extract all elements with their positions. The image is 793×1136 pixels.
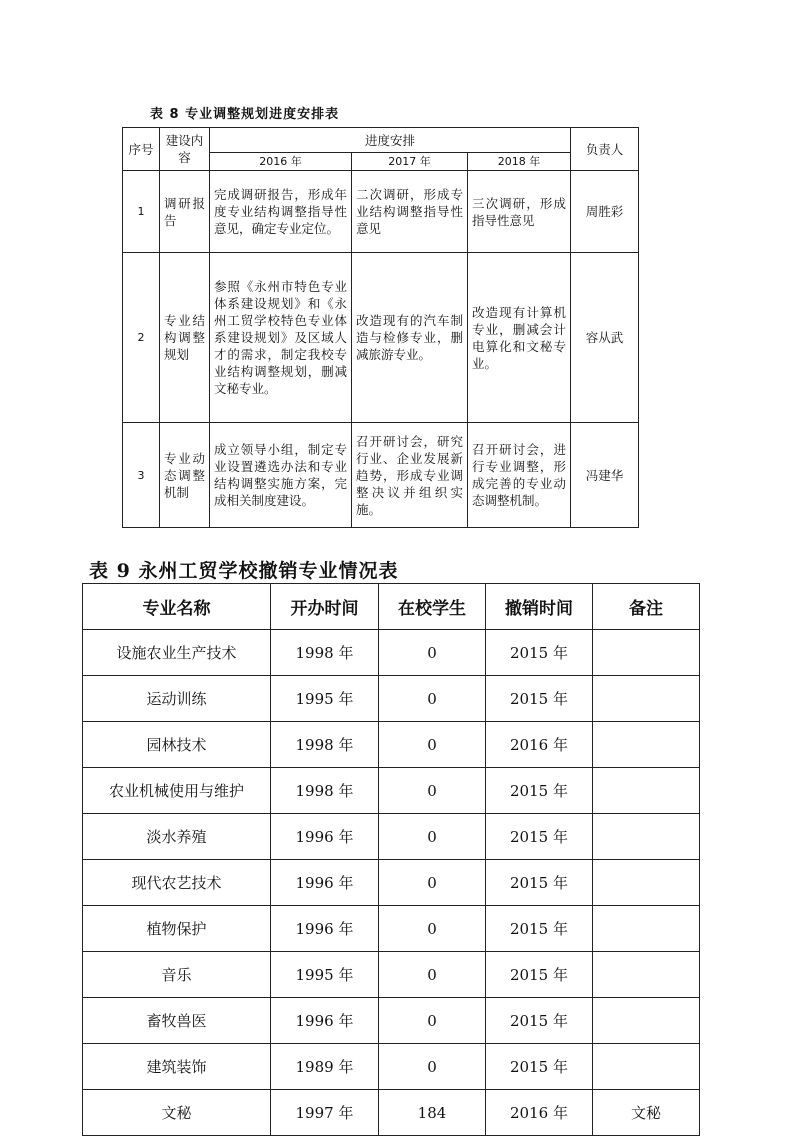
cell-major: 音乐 xyxy=(83,952,271,998)
cell-cancel: 2015 年 xyxy=(486,998,593,1044)
cell-start: 1995 年 xyxy=(271,676,379,722)
header-remark: 备注 xyxy=(593,584,700,630)
cell-remark xyxy=(593,1044,700,1090)
cell-cancel: 2015 年 xyxy=(486,952,593,998)
cell-major: 园林技术 xyxy=(83,722,271,768)
cell-start: 1998 年 xyxy=(271,630,379,676)
cell-start: 1996 年 xyxy=(271,814,379,860)
cell-start: 1989 年 xyxy=(271,1044,379,1090)
cell-major: 植物保护 xyxy=(83,906,271,952)
table-row xyxy=(123,171,639,253)
cell-cancel: 2015 年 xyxy=(486,630,593,676)
cell-cancel: 2016 年 xyxy=(486,1090,593,1136)
table-row xyxy=(83,630,700,676)
cell-start: 1996 年 xyxy=(271,998,379,1044)
table-row xyxy=(123,423,639,528)
table-row xyxy=(83,722,700,768)
row-2016: 成立领导小组，制定专业设置遴选办法和专业结构调整实施方案，完成相关制度建设。 xyxy=(210,423,352,528)
table9-cancelled-majors xyxy=(82,583,700,1136)
row-owner: 容从武 xyxy=(571,253,639,423)
row-owner: 周胜彩 xyxy=(571,171,639,253)
cell-cancel: 2016 年 xyxy=(486,722,593,768)
cell-remark xyxy=(593,722,700,768)
table-row xyxy=(83,952,700,998)
table-row xyxy=(123,253,639,423)
header-owner: 负责人 xyxy=(571,128,639,171)
cell-major: 畜牧兽医 xyxy=(83,998,271,1044)
cell-students: 0 xyxy=(379,1044,486,1090)
row-2017: 召开研讨会，研究行业、企业发展新趋势，形成专业调整决议并组织实施。 xyxy=(352,423,468,528)
cell-remark xyxy=(593,768,700,814)
row-content: 调研报告 xyxy=(160,171,210,253)
cell-major: 运动训练 xyxy=(83,676,271,722)
cell-start: 1998 年 xyxy=(271,768,379,814)
cell-major: 农业机械使用与维护 xyxy=(83,768,271,814)
row-2016: 参照《永州市特色专业体系建设规划》和《永州工贸学校特色专业体系建设规划》及区域人才的需求，制定我校专业结构调整规划，删减文秘专业。 xyxy=(210,253,352,423)
table-row xyxy=(83,906,700,952)
header-students: 在校学生 xyxy=(379,584,486,630)
cell-cancel: 2015 年 xyxy=(486,768,593,814)
row-seq: 2 xyxy=(123,253,160,423)
cell-major: 设施农业生产技术 xyxy=(83,630,271,676)
header-year-2016: 2016 年 xyxy=(210,153,352,171)
table-row xyxy=(83,1090,700,1136)
row-2018: 召开研讨会，进行专业调整，形成完善的专业动态调整机制。 xyxy=(468,423,571,528)
cell-remark: 文秘 xyxy=(593,1090,700,1136)
table-row xyxy=(83,676,700,722)
header-cancel-time: 撤销时间 xyxy=(486,584,593,630)
cell-students: 0 xyxy=(379,722,486,768)
row-2018: 三次调研，形成指导性意见 xyxy=(468,171,571,253)
cell-students: 0 xyxy=(379,860,486,906)
table8-caption: 表 8 专业调整规划进度安排表 xyxy=(150,107,340,122)
header-year-2018: 2018 年 xyxy=(468,153,571,171)
table-row xyxy=(83,1044,700,1090)
cell-start: 1997 年 xyxy=(271,1090,379,1136)
table-row xyxy=(83,768,700,814)
table-row xyxy=(83,814,700,860)
table-row xyxy=(83,998,700,1044)
cell-major: 淡水养殖 xyxy=(83,814,271,860)
cell-cancel: 2015 年 xyxy=(486,814,593,860)
row-2016: 完成调研报告，形成年度专业结构调整指导性意见，确定专业定位。 xyxy=(210,171,352,253)
header-seq: 序号 xyxy=(123,128,160,171)
cell-major: 建筑装饰 xyxy=(83,1044,271,1090)
cell-start: 1995 年 xyxy=(271,952,379,998)
table9-caption: 表 9 永州工贸学校撤销专业情况表 xyxy=(89,560,399,582)
cell-major: 现代农艺技术 xyxy=(83,860,271,906)
header-content: 建设内容 xyxy=(160,128,210,171)
table9-body xyxy=(83,630,700,1136)
cell-cancel: 2015 年 xyxy=(486,906,593,952)
row-owner: 冯建华 xyxy=(571,423,639,528)
cell-start: 1998 年 xyxy=(271,722,379,768)
cell-major: 文秘 xyxy=(83,1090,271,1136)
row-2017: 改造现有的汽车制造与检修专业，删减旅游专业。 xyxy=(352,253,468,423)
row-content: 专业动态调整机制 xyxy=(160,423,210,528)
cell-start: 1996 年 xyxy=(271,906,379,952)
header-start-time: 开办时间 xyxy=(271,584,379,630)
row-seq: 3 xyxy=(123,423,160,528)
cell-students: 0 xyxy=(379,768,486,814)
cell-start: 1996 年 xyxy=(271,860,379,906)
cell-students: 0 xyxy=(379,998,486,1044)
row-2017: 二次调研，形成专业结构调整指导性意见 xyxy=(352,171,468,253)
cell-remark xyxy=(593,814,700,860)
cell-students: 0 xyxy=(379,906,486,952)
table8-schedule xyxy=(122,127,639,528)
cell-students: 0 xyxy=(379,676,486,722)
cell-remark xyxy=(593,676,700,722)
cell-students: 0 xyxy=(379,814,486,860)
header-major-name: 专业名称 xyxy=(83,584,271,630)
table-row xyxy=(83,860,700,906)
cell-remark xyxy=(593,630,700,676)
cell-remark xyxy=(593,952,700,998)
cell-students: 0 xyxy=(379,952,486,998)
header-schedule: 进度安排 xyxy=(210,128,571,153)
cell-remark xyxy=(593,906,700,952)
row-seq: 1 xyxy=(123,171,160,253)
row-2018: 改造现有计算机专业，删减会计电算化和文秘专业。 xyxy=(468,253,571,423)
header-year-2017: 2017 年 xyxy=(352,153,468,171)
cell-remark xyxy=(593,998,700,1044)
cell-students: 184 xyxy=(379,1090,486,1136)
cell-cancel: 2015 年 xyxy=(486,1044,593,1090)
cell-remark xyxy=(593,860,700,906)
cell-cancel: 2015 年 xyxy=(486,676,593,722)
cell-students: 0 xyxy=(379,630,486,676)
cell-cancel: 2015 年 xyxy=(486,860,593,906)
row-content: 专业结构调整规划 xyxy=(160,253,210,423)
